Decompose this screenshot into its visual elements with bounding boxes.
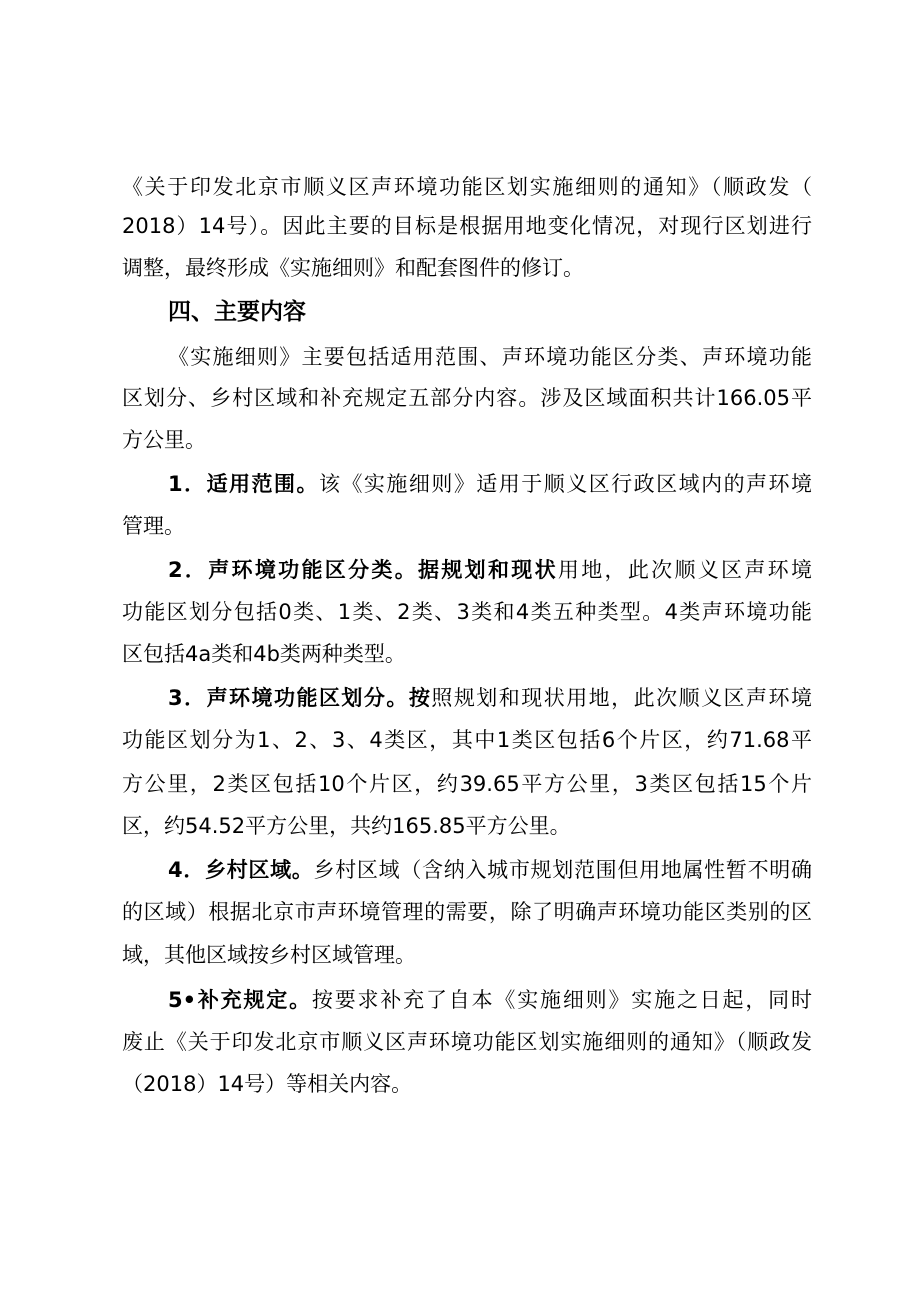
item-3-text: 照规划和现状用地，此次顺义区声环境 [431,686,812,710]
item-2-line-2: 功能区划分包括0类、1类、2类、3类和4类五种类型。4类声环境功能 [122,600,812,624]
item-1-line-1 [168,469,812,499]
item-4-line-1 [168,855,812,885]
item-3-line-3: 方公里，2类区包括10个片区，约39.65平方公里，3类区包括15个片 [122,772,812,796]
item-3-line-4: 区，约54.52平方公里，共约165.85平方公里。 [122,814,571,838]
intro-line-3: 调整，最终形成《实施细则》和配套图件的修订。 [122,256,584,280]
summary-line-2: 区划分、乡村区域和补充规定五部分内容。涉及区域面积共计166.05平 [122,386,812,410]
summary-line-1: 《实施细则》主要包括适用范围、声环境功能区分类、声环境功能 [168,345,812,369]
item-2-title: 2．声环境功能区分类。据规划和现状 [168,558,558,582]
item-2-text: 用地，此次顺义区声环境 [557,558,812,582]
item-5-line-3: （2018）14号）等相关内容。 [122,1072,413,1096]
item-3-line-2: 功能区划分为1、2、3、4类区，其中1类区包括6个片区，约71.68平 [122,728,812,752]
item-2-line-1 [168,555,812,585]
item-5-title: 5•补充规定。 [168,988,312,1012]
item-2-line-3: 区包括4a类和4b类两种类型。 [122,642,406,666]
intro-line-2: 2018）14号）。因此主要的目标是根据用地变化情况，对现行区划进行 [122,214,812,238]
item-1-title: 1．适用范围。 [168,472,319,496]
item-1-text: 该《实施细则》适用于顺义区行政区域内的声环境 [318,472,812,496]
summary-line-3: 方公里。 [122,428,206,452]
item-4-title: 4．乡村区域。 [168,858,314,882]
item-5-text: 按要求补充了自本《实施细则》实施之日起，同时 [311,988,812,1012]
item-5-line-1 [168,985,812,1015]
item-1-line-2: 管理。 [122,514,185,538]
item-4-text: 乡村区域（含纳入城市规划范围但用地属性暂不明确 [313,858,812,882]
item-4-line-3: 域，其他区域按乡村区域管理。 [122,943,416,967]
item-5-line-2: 废止《关于印发北京市顺义区声环境功能区划实施细则的通知》（顺政发 [122,1030,812,1054]
section-heading: 四、主要内容 [168,299,306,325]
item-4-line-2: 的区域）根据北京市声环境管理的需要，除了明确声环境功能区类别的区 [122,900,812,924]
item-3-title: 3．声环境功能区划分。按 [168,686,432,710]
item-3-line-1 [168,683,812,713]
intro-line-1: 《关于印发北京市顺义区声环境功能区划实施细则的通知》（顺政发（ [122,175,812,199]
